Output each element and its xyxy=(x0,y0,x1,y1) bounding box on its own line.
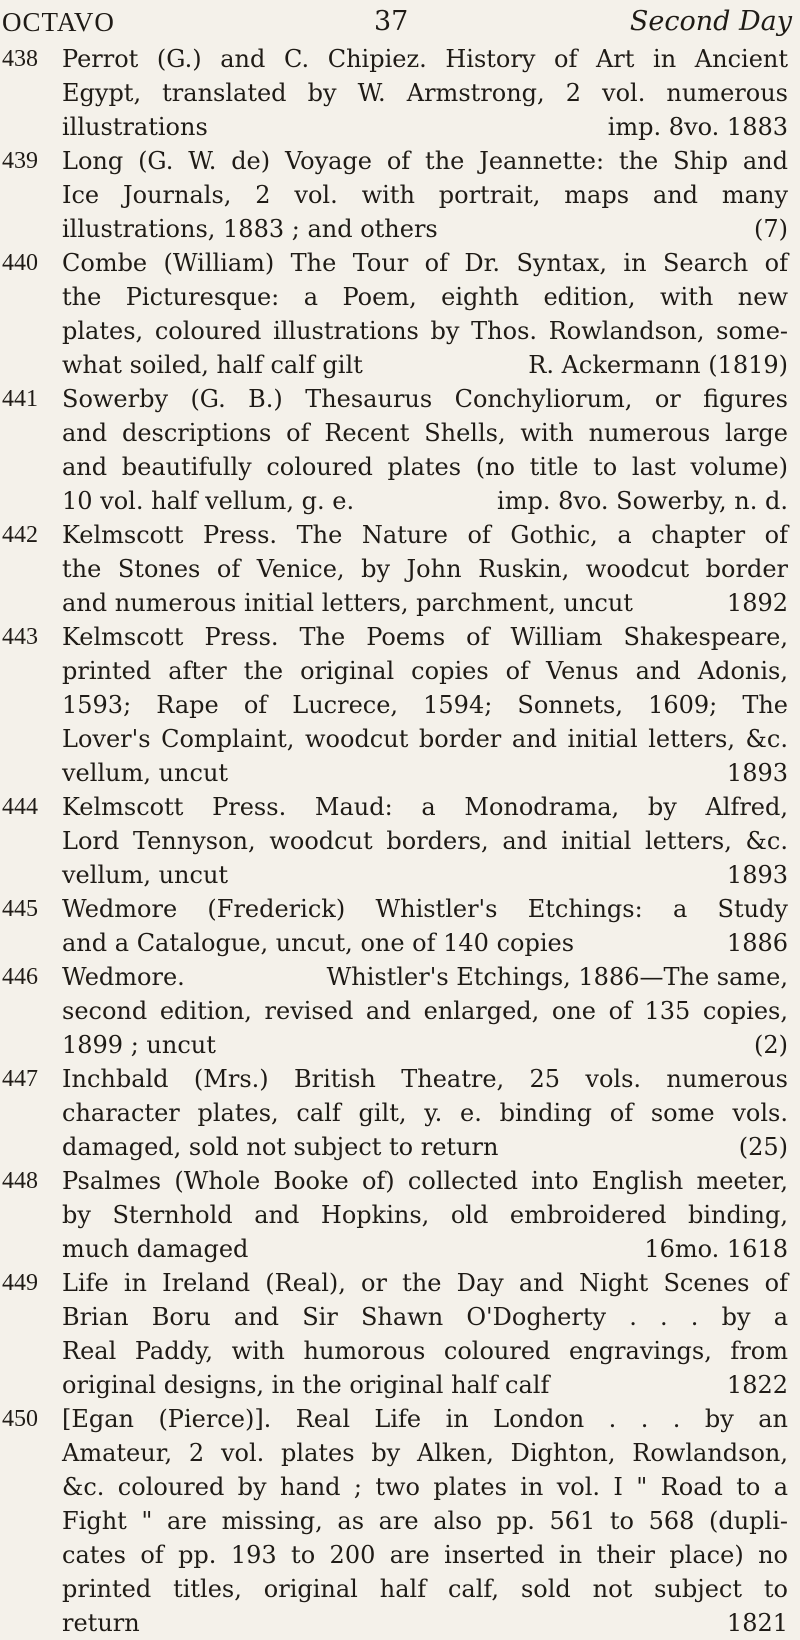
line-text: vellum, uncut xyxy=(62,759,229,787)
entry-line: Real Paddy, with humorous coloured engravings, from xyxy=(62,1337,788,1365)
line-text: 1899 ; uncut xyxy=(62,1031,216,1059)
entry-description xyxy=(62,518,788,620)
entry-line xyxy=(62,212,788,246)
entry-line: plates, coloured illustrations by Thos. Rowlandson, some- xyxy=(62,317,788,345)
line-trailing: Whistler's Etchings, 1886—The same, xyxy=(326,963,788,991)
lot-number: 448 xyxy=(2,1168,38,1194)
entry-line: printed after the original copies of Venus and Adonis, xyxy=(62,657,788,685)
entry-line xyxy=(62,348,788,382)
entry-line xyxy=(62,484,788,518)
line-text: illustrations, 1883 ; and others xyxy=(62,215,438,243)
entry-line xyxy=(62,858,788,892)
entry-description xyxy=(62,1402,788,1640)
catalogue-entry xyxy=(0,246,800,382)
entry-line: Combe (William) The Tour of Dr. Syntax, in Search of xyxy=(62,249,788,277)
entry-line: Sowerby (G. B.) Thesaurus Conchyliorum, or figures xyxy=(62,385,788,413)
entry-line xyxy=(62,1232,788,1266)
entry-line: Kelmscott Press. Maud: a Monodrama, by Alfred, xyxy=(62,793,788,821)
entry-description xyxy=(62,246,788,382)
entry-line: Wedmore (Frederick) Whistler's Etchings: a Study xyxy=(62,895,788,923)
catalogue-entry xyxy=(0,382,800,518)
line-text: 10 vol. half vellum, g. e. xyxy=(62,487,355,515)
entry-description xyxy=(62,1266,788,1402)
line-trailing: (7) xyxy=(754,215,788,243)
entry-line xyxy=(62,586,788,620)
catalogue-entry xyxy=(0,1062,800,1164)
catalogue-entry xyxy=(0,960,800,1062)
catalogue-entries xyxy=(0,42,800,1640)
entry-description xyxy=(62,144,788,246)
header-format: OCTAVO xyxy=(2,7,115,37)
catalogue-entry xyxy=(0,790,800,892)
entry-line: Life in Ireland (Real), or the Day and Night Scenes of xyxy=(62,1269,788,1297)
entry-line: Fight " are missing, as are also pp. 561 to 568 (dupli- xyxy=(62,1507,788,1535)
entry-description xyxy=(62,1062,788,1164)
entry-line xyxy=(62,1028,788,1062)
line-text: vellum, uncut xyxy=(62,861,229,889)
line-trailing: 1821 xyxy=(726,1609,788,1637)
entry-line: printed titles, original half calf, sold not subject to xyxy=(62,1575,788,1603)
header-day: Second Day xyxy=(629,6,792,37)
catalogue-entry xyxy=(0,1402,800,1640)
line-text: and a Catalogue, uncut, one of 140 copies xyxy=(62,929,575,957)
line-text: illustrations xyxy=(62,113,208,141)
line-trailing: (2) xyxy=(754,1031,788,1059)
lot-number: 443 xyxy=(2,624,38,650)
entry-line xyxy=(62,1130,788,1164)
entry-line: Lover's Complaint, woodcut border and initial letters, &c. xyxy=(62,725,788,753)
line-text: damaged, sold not subject to return xyxy=(62,1133,499,1161)
entry-line: Egypt, translated by W. Armstrong, 2 vol. numerous xyxy=(62,79,788,107)
lot-number: 442 xyxy=(2,522,38,548)
line-trailing: R. Ackermann (1819) xyxy=(528,351,788,379)
entry-line: and beautifully coloured plates (no title to last volume) xyxy=(62,453,788,481)
entry-line: Kelmscott Press. The Nature of Gothic, a chapter of xyxy=(62,521,788,549)
catalogue-entry xyxy=(0,42,800,144)
entry-line xyxy=(62,960,788,994)
lot-number: 438 xyxy=(2,46,38,72)
line-text: Wedmore. xyxy=(62,963,185,991)
entry-line: Brian Boru and Sir Shawn O'Dogherty . . . by a xyxy=(62,1303,788,1331)
entry-line: and descriptions of Recent Shells, with numerous large xyxy=(62,419,788,447)
lot-number: 447 xyxy=(2,1066,38,1092)
entry-line: Ice Journals, 2 vol. with portrait, maps and many xyxy=(62,181,788,209)
entry-description xyxy=(62,42,788,144)
page-number: 37 xyxy=(374,6,409,37)
entry-line: 1593; Rape of Lucrece, 1594; Sonnets, 1609; The xyxy=(62,691,788,719)
entry-description xyxy=(62,892,788,960)
entry-line: Amateur, 2 vol. plates by Alken, Dighton, Rowlandson, xyxy=(62,1439,788,1467)
catalogue-entry xyxy=(0,144,800,246)
entry-line: Inchbald (Mrs.) British Theatre, 25 vols. numerous xyxy=(62,1065,788,1093)
entry-line: character plates, calf gilt, y. e. binding of some vols. xyxy=(62,1099,788,1127)
lot-number: 445 xyxy=(2,896,38,922)
lot-number: 440 xyxy=(2,250,38,276)
page-header xyxy=(0,0,800,40)
entry-line: Psalmes (Whole Booke of) collected into English meeter, xyxy=(62,1167,788,1195)
line-trailing: imp. 8vo. Sowerby, n. d. xyxy=(497,487,788,515)
line-text: and numerous initial letters, parchment, uncut xyxy=(62,589,633,617)
catalogue-entry xyxy=(0,892,800,960)
entry-line: cates of pp. 193 to 200 are inserted in their place) no xyxy=(62,1541,788,1569)
catalogue-entry xyxy=(0,1266,800,1402)
entry-line: the Stones of Venice, by John Ruskin, woodcut border xyxy=(62,555,788,583)
entry-line: Perrot (G.) and C. Chipiez. History of Art in Ancient xyxy=(62,45,788,73)
lot-number: 450 xyxy=(2,1406,38,1432)
entry-line: the Picturesque: a Poem, eighth edition, with new xyxy=(62,283,788,311)
lot-number: 441 xyxy=(2,386,38,412)
lot-number: 449 xyxy=(2,1270,38,1296)
line-trailing: 1892 xyxy=(726,589,788,617)
lot-number: 444 xyxy=(2,794,38,820)
entry-line: &c. coloured by hand ; two plates in vol. I " Road to a xyxy=(62,1473,788,1501)
entry-line: Kelmscott Press. The Poems of William Shakespeare, xyxy=(62,623,788,651)
entry-description xyxy=(62,960,788,1062)
line-trailing: 16mo. 1618 xyxy=(644,1235,788,1263)
lot-number: 446 xyxy=(2,964,38,990)
line-text: return xyxy=(62,1609,140,1637)
line-trailing: 1886 xyxy=(726,929,788,957)
line-text: what soiled, half calf gilt xyxy=(62,351,363,379)
lot-number: 439 xyxy=(2,148,38,174)
catalogue-entry xyxy=(0,1164,800,1266)
entry-line xyxy=(62,756,788,790)
entry-description xyxy=(62,1164,788,1266)
line-trailing: 1893 xyxy=(726,861,788,889)
entry-line: Long (G. W. de) Voyage of the Jeannette: the Ship and xyxy=(62,147,788,175)
catalogue-entry xyxy=(0,620,800,790)
entry-line: second edition, revised and enlarged, one of 135 copies, xyxy=(62,997,788,1025)
entry-line: by Sternhold and Hopkins, old embroidered binding, xyxy=(62,1201,788,1229)
line-trailing: (25) xyxy=(738,1133,788,1161)
entry-line xyxy=(62,110,788,144)
line-trailing: 1822 xyxy=(726,1371,788,1399)
entry-description xyxy=(62,382,788,518)
entry-line xyxy=(62,1606,788,1640)
entry-description xyxy=(62,790,788,892)
entry-line xyxy=(62,1368,788,1402)
entry-description xyxy=(62,620,788,790)
line-trailing: 1893 xyxy=(726,759,788,787)
entry-line: Lord Tennyson, woodcut borders, and initial letters, &c. xyxy=(62,827,788,855)
entry-line: [Egan (Pierce)]. Real Life in London . . . by an xyxy=(62,1405,788,1433)
catalogue-entry xyxy=(0,518,800,620)
line-text: much damaged xyxy=(62,1235,249,1263)
line-trailing: imp. 8vo. 1883 xyxy=(607,113,788,141)
entry-line xyxy=(62,926,788,960)
line-text: original designs, in the original half calf xyxy=(62,1371,550,1399)
